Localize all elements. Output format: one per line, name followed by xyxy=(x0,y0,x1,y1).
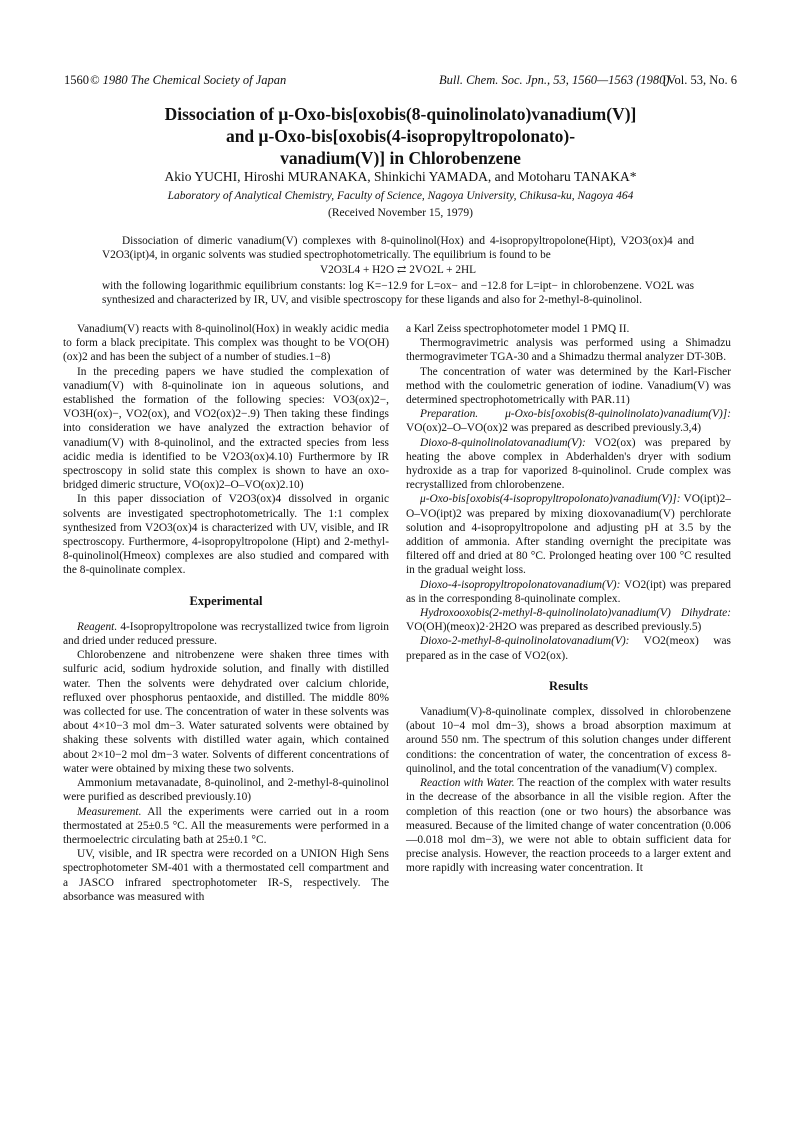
affiliation: Laboratory of Analytical Chemistry, Faculty of Science, Nagoya University, Chikusa-ku, Nagoya 464 xyxy=(167,190,634,202)
prep3-text: VO(ipt)2–O–VO(ipt)2 was prepared by mixing dioxovanadium(V) perchlorate solution and 4-isopropyltropolone and adjusting pH at 3.5 by the addition of ammonia. After standing overnight the precipitate was filtered off and dried at 80 °C. Prolonged heating over 100 °C resulted in the gradual weight loss. xyxy=(406,493,731,577)
right-column xyxy=(406,322,731,876)
reagent-paragraph xyxy=(63,620,389,648)
intro-paragraph-3: In this paper dissociation of V2O3(ox)4 dissolved in organic solvents are investigated spectrophotometrically. The 1:1 complex synthesized from V2O3(ox)4 is characterized with UV, visible, and IR spectroscopy. Furthermore, 4-isopropyltropolone (Hipt) and 2-methyl-8-quinolinol(Hmeox) complexes are also studied and compared with the 8-quinolinate complex. xyxy=(63,493,389,577)
abstract-paragraph-2: with the following logarithmic equilibrium constants: log K=−12.9 for L=ox− and −12.8 for L=ipt− in chlorobenzene. VO2L was synthesized and characterized by IR, UV, and visible spectroscopy for these ligands and also for 2-methyl-8-quinolinol. xyxy=(102,279,694,306)
prep2-label: Dioxo-8-quinolinolatovanadium(V): xyxy=(420,436,586,449)
prep3-paragraph xyxy=(406,492,731,577)
abstract xyxy=(102,234,694,307)
intro-paragraph-1: Vanadium(V) reacts with 8-quinolinol(Hox) in weakly acidic media to form a black precipitate. This complex was thought to be VO(OH)(ox)2 and has been the subject of a number of studies.1−8) xyxy=(63,323,389,364)
water-paragraph: The concentration of water was determined by the Karl-Fischer method with the coulometric generation of iodine. Vanadium(V) was determined spectrophotometrically with PAR.11) xyxy=(406,365,731,407)
article-title xyxy=(64,103,737,169)
prep3-label: μ-Oxo-bis[oxobis(4-isopropyltropolonato)vanadium(V)]: xyxy=(420,493,681,506)
thermogravimetric-paragraph: Thermogravimetric analysis was performed using a Shimadzu thermogravimeter TGA-30 and a Shimadzu thermal analyzer DT-30B. xyxy=(406,337,731,364)
prep1-label: μ-Oxo-bis[oxobis(8-quinolinolato)vanadium(V)]: xyxy=(505,408,731,421)
prep6-paragraph xyxy=(406,634,731,662)
reagent-label: Reagent. xyxy=(77,620,118,633)
measurement-label: Measurement. xyxy=(77,805,142,818)
page-number: 1560 xyxy=(64,73,89,87)
reaction-paragraph xyxy=(406,776,731,875)
reaction-text: The reaction of the complex with water results in the decrease of the absorbance in all the visible region. After the completion of this reaction (one or two hours) the absorbance was measured. Because of the limited change of water concentration (0.006—0.018 mol dm−3), we were not able to obtain sufficient data for precise analysis. However, the reaction proceeds to a larger extent and more rapidly with increasing water concentration. It xyxy=(406,777,731,875)
running-header xyxy=(64,73,737,89)
journal-citation: Bull. Chem. Soc. Jpn., 53, 1560—1563 (1980) xyxy=(439,73,670,87)
author-list: Akio YUCHI, Hiroshi MURANAKA, Shinkichi YAMADA, and Motoharu TANAKA* xyxy=(164,169,637,184)
prep2-text: VO2(ox) was prepared by heating the above complex in Abderhalden's dryer with sodium hydroxide as a trap for vaporized 8-quinolinol. Crude complex was recrystallized from chlorobenzene. xyxy=(406,436,731,492)
prep5-paragraph xyxy=(406,606,731,634)
prep2-paragraph xyxy=(406,436,731,493)
section-heading-experimental: Experimental xyxy=(189,593,263,608)
equilibrium-equation: V2O3L4 + H2O ⇄ 2VO2L + 2HL xyxy=(319,264,477,277)
reaction-label: Reaction with Water. xyxy=(420,777,515,790)
volume-info: [Vol. 53, No. 6 xyxy=(662,73,737,87)
received-date: (Received November 15, 1979) xyxy=(328,207,473,219)
continuation-paragraph: a Karl Zeiss spectrophotometer model 1 PMQ II. xyxy=(406,323,630,335)
solvents-paragraph: Chlorobenzene and nitrobenzene were shaken three times with sulfuric acid, sodium hydroxide solution, and finally with distilled water. Then the solvents were dehydrated over calcium chloride, refluxed over phosphorus pentaoxide, and distilled. The middle 80% was collected for use. The concentration of water in these solvents was about 4×10−3 mol dm−3. Water saturated solvents were obtained by shaking these solvents with distilled water again, which contained about 2×10−2 mol dm−3 water. Solvents of different concentrations of water were obtained by mixing these two solvents. xyxy=(63,649,389,775)
prep4-paragraph xyxy=(406,578,731,606)
section-heading-results: Results xyxy=(549,678,588,693)
prep5-text: VO(OH)(meox)2·2H2O was prepared as described previously.5) xyxy=(406,621,702,634)
prep6-label: Dioxo-2-methyl-8-quinolinolatovanadium(V): xyxy=(420,635,630,648)
measurement-paragraph xyxy=(63,805,389,848)
reagent-text: 4-Isopropyltropolone was recrystallized twice from ligroin and dried under reduced pressure. xyxy=(63,620,389,648)
prep1-text: VO(ox)2–O–VO(ox)2 was prepared as described previously.3,4) xyxy=(406,422,702,435)
preparation-label: Preparation. xyxy=(420,408,479,421)
title-line-2: and μ-Oxo-bis[oxobis(4-isopropyltropolonato)- xyxy=(225,126,576,146)
title-line-3: vanadium(V)] in Chlorobenzene xyxy=(280,148,521,168)
left-column xyxy=(63,322,389,904)
spectra-paragraph: UV, visible, and IR spectra were recorded on a UNION High Sens spectrophotometer SM-401 with a thermostated cell compartment and a JASCO infrared spectrophotometer IR-S, respectively. The absorbance was measured with xyxy=(63,848,389,903)
measurement-text: All the experiments were carried out in a room thermostated at 25±0.5 °C. All the measurements were performed in a thermoelectric circulating bath at 25±0.1 °C. xyxy=(63,805,389,846)
prep6-text: VO2(meox) was prepared as in the case of VO2(ox). xyxy=(406,635,731,662)
copyright-notice: © 1980 The Chemical Society of Japan xyxy=(90,73,287,87)
intro-paragraph-2: In the preceding papers we have studied the complexation of vanadium(V) with 8-quinolinate ion in aqueous solutions, and established the formation of the following species: VO3(ox)2−, VO3H(ox)−, VO2(ox), and VO2(ox)2−.9) Then taking these findings into consideration we have analyzed the extraction behavior of vanadium(V) with 8-quinolinol, and the extracted species from less acidic media is identified to be V2O3(ox)4.10) Furthermore by IR spectroscopy in solid state this complex is shown to have an oxo-bridged dimeric structure, VO(ox)2–O–VO(ox)2.10) xyxy=(63,365,389,492)
ammonium-paragraph: Ammonium metavanadate, 8-quinolinol, and 2-methyl-8-quinolinol were purified as described previously.10) xyxy=(63,777,389,804)
abstract-paragraph-1: Dissociation of dimeric vanadium(V) complexes with 8-quinolinol(Hox) and 4-isopropyltropolone(Hipt), V2O3(ox)4 and V2O3(ipt)4, in organic solvents was studied spectrophotometrically. The equilibrium is found to be xyxy=(102,235,694,262)
results-paragraph-1: Vanadium(V)-8-quinolinate complex, dissolved in chlorobenzene (about 10−4 mol dm−3), shows a broad absorption maximum at around 550 nm. The spectrum of this solution changes under different conditions: the concentration of water, the concentration of excess 8-quinolinol, and the total concentration of the vanadium(V) complex. xyxy=(406,706,731,775)
prep5-label: Hydroxooxobis(2-methyl-8-quinolinolato)vanadium(V) Dihydrate: xyxy=(420,607,731,620)
prep4-text: VO2(ipt) was prepared as in the corresponding 8-quinolinate complex. xyxy=(406,578,731,605)
prep4-label: Dioxo-4-isopropyltropolonatovanadium(V): xyxy=(420,578,621,591)
title-line-1: Dissociation of μ-Oxo-bis[oxobis(8-quinolinolato)vanadium(V)] xyxy=(164,104,637,124)
preparation-paragraph xyxy=(406,407,731,435)
